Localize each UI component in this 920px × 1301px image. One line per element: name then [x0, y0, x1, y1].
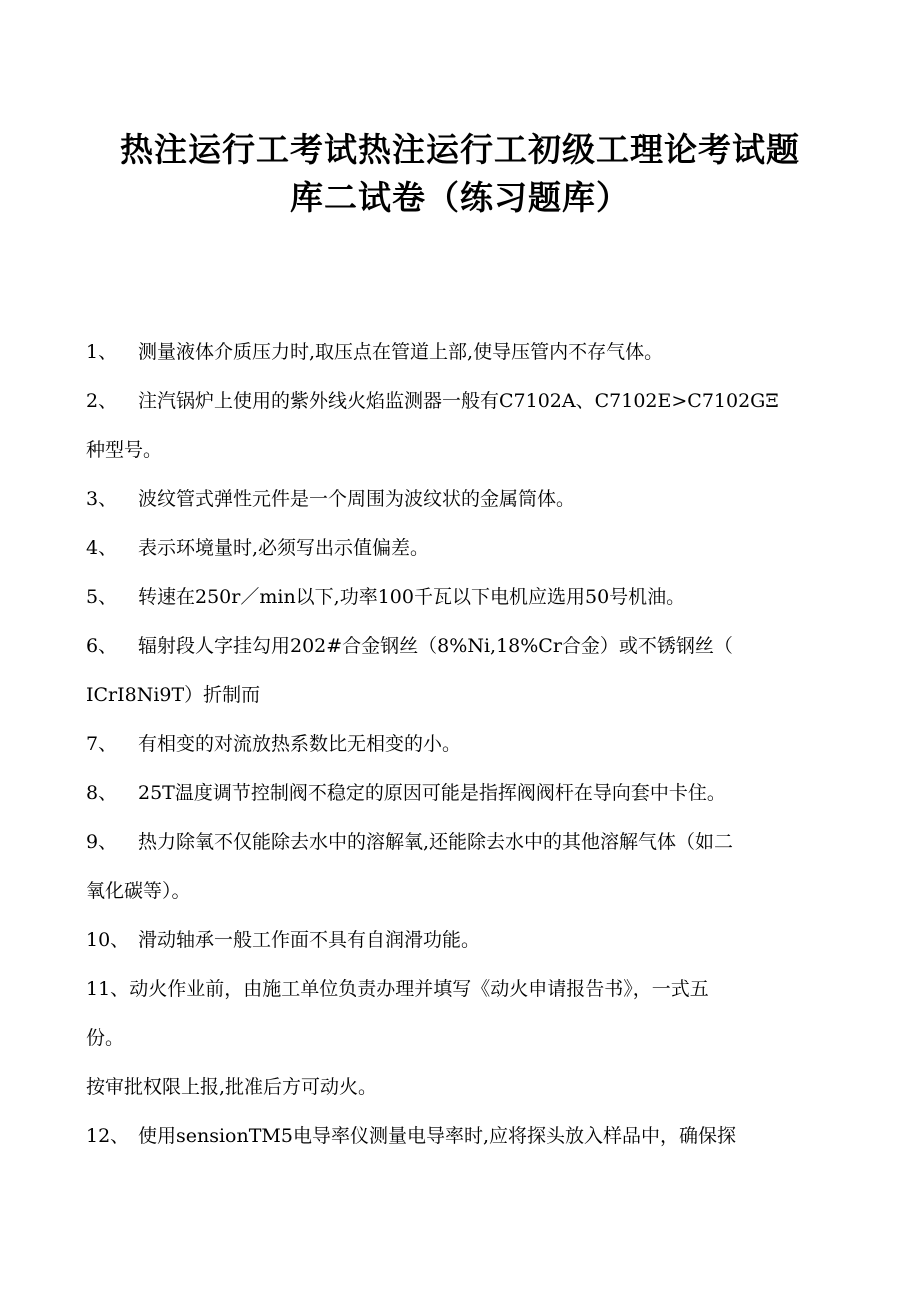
- question-item-12: [86, 1118, 836, 1167]
- question-item-11-continuation: 份。: [86, 1027, 125, 1049]
- question-item-6: [86, 628, 836, 677]
- question-item-6-continuation: ICrI8Ni9T）折制而: [86, 684, 261, 706]
- question-number: 1、: [86, 341, 118, 363]
- question-item-11: [86, 971, 836, 1020]
- question-text: 使用sensionTM5电导率仪测量电导率时,应将探头放入样品中，确保探: [138, 1125, 736, 1147]
- question-item-4: [86, 530, 836, 579]
- question-text: 辐射段人字挂勾用202#合金钢丝（8%Ni,18%Cr合金）或不锈钢丝（: [138, 635, 733, 657]
- question-item-2-continuation: 种型号。: [86, 439, 163, 461]
- question-item-11-continuation-2: 按审批权限上报,批准后方可动火。: [86, 1076, 378, 1098]
- question-text: 测量液体介质压力时,取压点在管道上部,使导压管内不存气体。: [138, 341, 664, 363]
- question-item-10: [86, 922, 836, 971]
- question-text: 转速在250r／min以下,功率100千瓦以下电机应选用50号机油。: [138, 586, 686, 608]
- question-text: 动火作业前，由施工单位负责办理并填写《动火申请报告书》，一式五: [129, 978, 709, 1000]
- question-item-2: [86, 383, 836, 432]
- document-title-line-1: 热注运行工考试热注运行工初级工理论考试题: [120, 130, 800, 169]
- question-item-5: [86, 579, 836, 628]
- question-item-8: [86, 775, 836, 824]
- question-item-9-continuation: 氧化碳等）。: [86, 880, 191, 902]
- document-title-line-2: 库二试卷（练习题库）: [290, 178, 630, 217]
- question-item-7: [86, 726, 836, 775]
- question-text: 25T温度调节控制阀不稳定的原因可能是指挥阀阀杆在导向套中卡住。: [138, 782, 726, 804]
- question-text: 表示环境量时,必须写出示值偏差。: [138, 537, 430, 559]
- question-number: 2、: [86, 390, 118, 412]
- question-item-1: [86, 334, 836, 383]
- question-text: 热力除氧不仅能除去水中的溶解氧,还能除去水中的其他溶解气体（如二: [138, 831, 734, 853]
- question-number: 12、: [86, 1125, 130, 1147]
- question-text: 有相变的对流放热系数比无相变的小。: [138, 733, 462, 755]
- question-number: 11、: [86, 978, 130, 1000]
- question-list: [86, 334, 836, 1167]
- question-number: 10、: [86, 929, 130, 951]
- question-number: 6、: [86, 635, 118, 657]
- question-number: 5、: [86, 586, 118, 608]
- question-number: 3、: [86, 488, 118, 510]
- question-number: 7、: [86, 733, 118, 755]
- question-text: 滑动轴承一般工作面不具有自润滑功能。: [138, 929, 481, 951]
- question-item-9: [86, 824, 836, 873]
- question-number: 8、: [86, 782, 118, 804]
- question-number: 9、: [86, 831, 118, 853]
- question-text: 注汽锅炉上使用的紫外线火焰监测器一般有C7102A、C7102E>C7102GΞ: [138, 390, 779, 412]
- question-text: 波纹管式弹性元件是一个周围为波纹状的金属筒体。: [138, 488, 576, 510]
- question-number: 4、: [86, 537, 118, 559]
- question-item-3: [86, 481, 836, 530]
